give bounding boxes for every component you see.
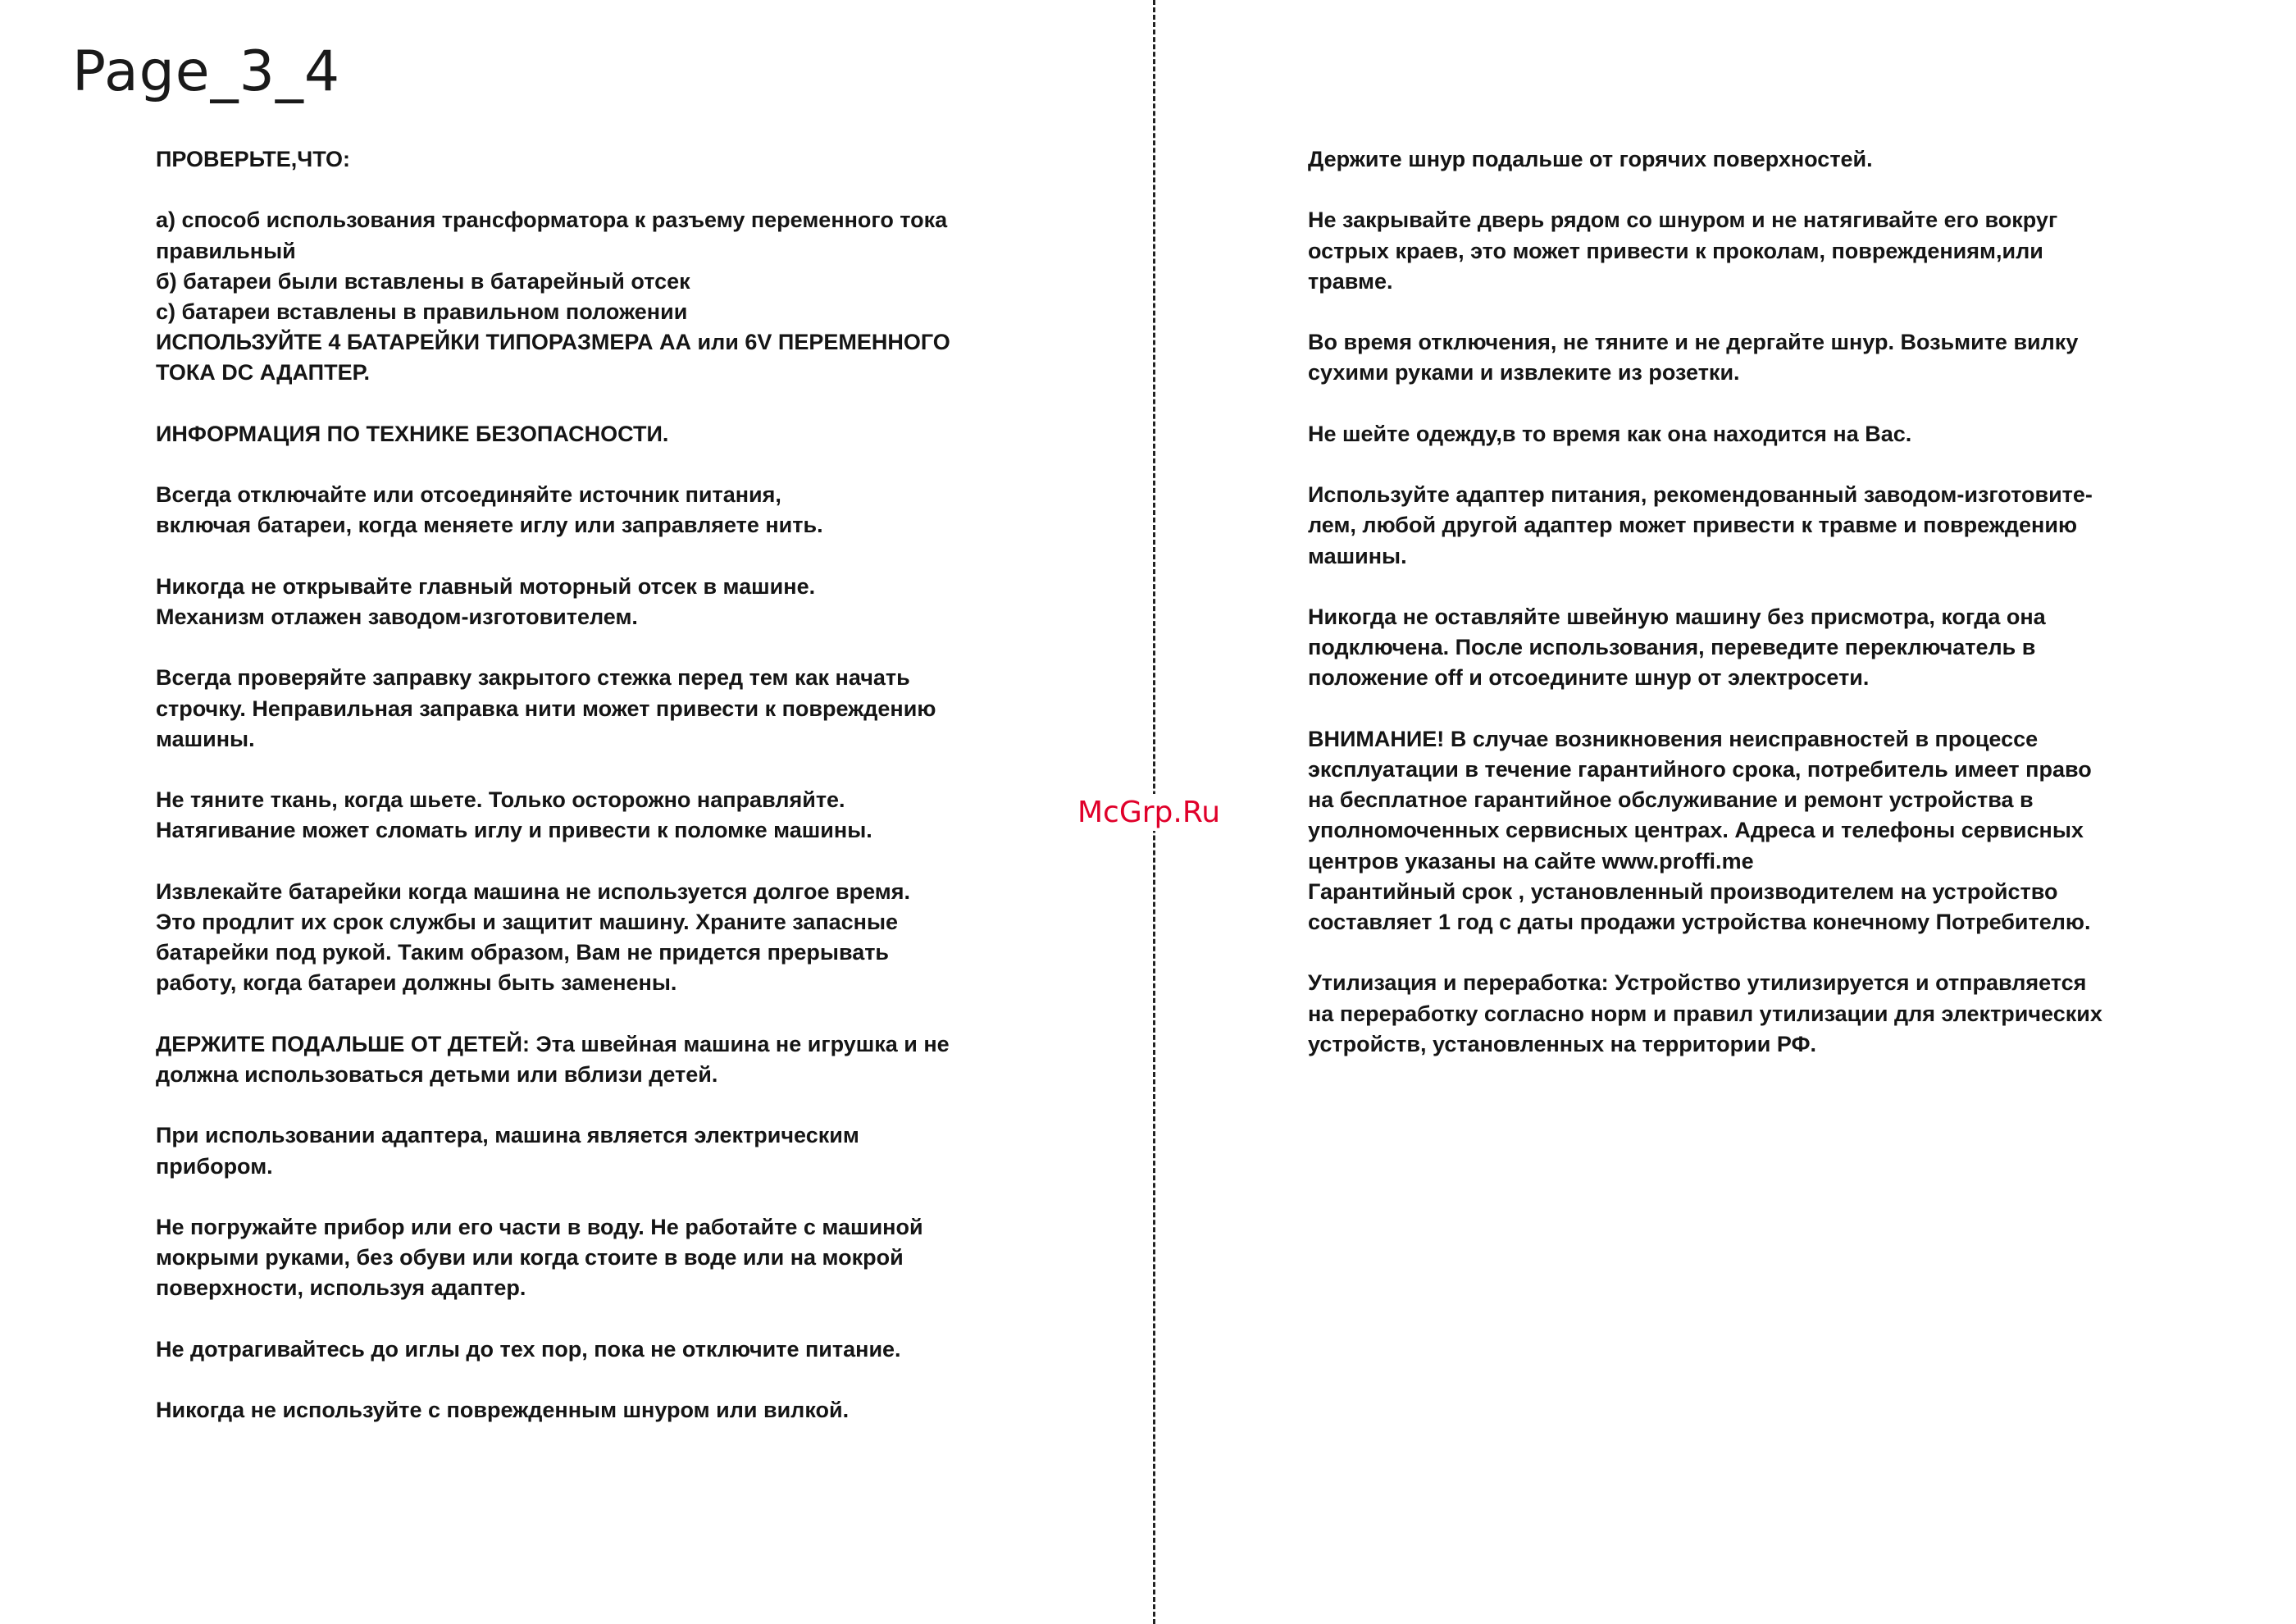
safety-paragraph: Извлекайте батарейки когда машина не используется долгое время. Это продлит их срок службы и защитит машину. Храните запасные батарейки под рукой. Таким образом, Вам не придется прерывать работу, когда батареи должны быть заменены. [156, 878, 911, 996]
warning-label: ВНИМАНИЕ! [1308, 726, 1445, 751]
check-item-a: а) способ использования трансформатора к разъему переменного тока правильный [156, 208, 948, 263]
safety-paragraph: Во время отключения, не тяните и не дергайте шнур. Возьмите вилку сухими руками и извлеките из розетки. [1308, 330, 2079, 385]
safety-paragraph: Используйте адаптер питания, рекомендованный заводом-изготовите- лем, любой другой адаптер может привести к травме и повреждению машины. [1308, 482, 2093, 568]
safety-paragraph: Не погружайте прибор или его части в воду. Не работайте с машиной мокрыми руками, без обуви или когда стоите в воде или на мокрой поверхности, используя адаптер. [156, 1214, 923, 1301]
safety-paragraph: ДЕРЖИТЕ ПОДАЛЬШЕ ОТ ДЕТЕЙ: Эта швейная машина не игрушка и не должна использоваться детьми или вблизи детей. [156, 1031, 950, 1087]
warranty-paragraph [1308, 724, 2218, 937]
safety-paragraph: Не закрывайте дверь рядом со шнуром и не натягивайте его вокруг острых краев, это может привести к проколам, повреждениям,или травме. [1308, 208, 2058, 294]
recycling-paragraph [1308, 968, 2218, 1060]
recycle-text: Устройство утилизируется и отправляется на переработку согласно норм и правил утилизации для электрических устройств, установленных на территории РФ. [1308, 970, 2102, 1056]
check-item-b: б) батареи были вставлены в батарейный отсек [156, 268, 690, 294]
battery-instruction: ИСПОЛЬЗУЙТЕ 4 БАТАРЕЙКИ ТИПОРАЗМЕРА АА или 6V ПЕРЕМЕННОГО ТОКА DC АДАПТЕР. [156, 330, 950, 385]
safety-paragraph: Никогда не открывайте главный моторный отсек в машине. Механизм отлажен заводом-изготовителем. [156, 573, 816, 629]
safety-paragraph: Никогда не используйте с поврежденным шнуром или вилкой. [156, 1398, 850, 1423]
left-column [156, 144, 1017, 1457]
safety-paragraph: Не шейте одежду,в то время как она находится на Вас. [1308, 421, 1912, 446]
recycle-label: Утилизация и переработка: [1308, 970, 1609, 996]
safety-paragraph: Всегда проверяйте заправку закрытого стежка перед тем как начать строчку. Неправильная заправка нити может привести к повреждению машины. [156, 665, 936, 751]
check-item-c: с) батареи вставлены в правильном положении [156, 299, 688, 324]
safety-paragraph: Всегда отключайте или отсоединяйте источник питания, включая батареи, когда меняете иглу или заправляете нить. [156, 482, 823, 538]
safety-paragraph: Не тяните ткань, когда шьете. Только осторожно направляйте. Натягивание может сломать иглу и привести к поломке машины. [156, 787, 872, 843]
safety-paragraph: Не дотрагивайтесь до иглы до тех пор, пока не отключите питание. [156, 1336, 901, 1362]
check-title: ПРОВЕРЬТЕ,ЧТО: [156, 147, 351, 171]
safety-paragraph: Держите шнур подальше от горячих поверхностей. [1308, 147, 1873, 171]
page-label: Page_3_4 [72, 39, 341, 104]
safety-paragraph: При использовании адаптера, машина является электрическим прибором. [156, 1123, 859, 1179]
safety-title: ИНФОРМАЦИЯ ПО ТЕХНИКЕ БЕЗОПАСНОСТИ. [156, 421, 669, 446]
watermark: McGrp.Ru [1074, 794, 1223, 831]
right-column [1308, 144, 2218, 1090]
warning-text: В случае возникновения неисправностей в процессе эксплуатации в течение гарантийного срока, потребитель имеет право на бесплатное гарантийное обслуживание и ремонт устройства в уполномоченных сервисных центрах. Адреса и телефоны сервисных центров указаны на сайте www.proffi.me Гарантийный срок , установленный производителем на устройство составляет 1 год с даты продажи устройства конечному Потребителю. [1308, 726, 2092, 934]
safety-paragraph: Никогда не оставляйте швейную машину без присмотра, когда она подключена. После использования, переведите переключатель в положение off и отсоедините шнур от электросети. [1308, 604, 2046, 691]
